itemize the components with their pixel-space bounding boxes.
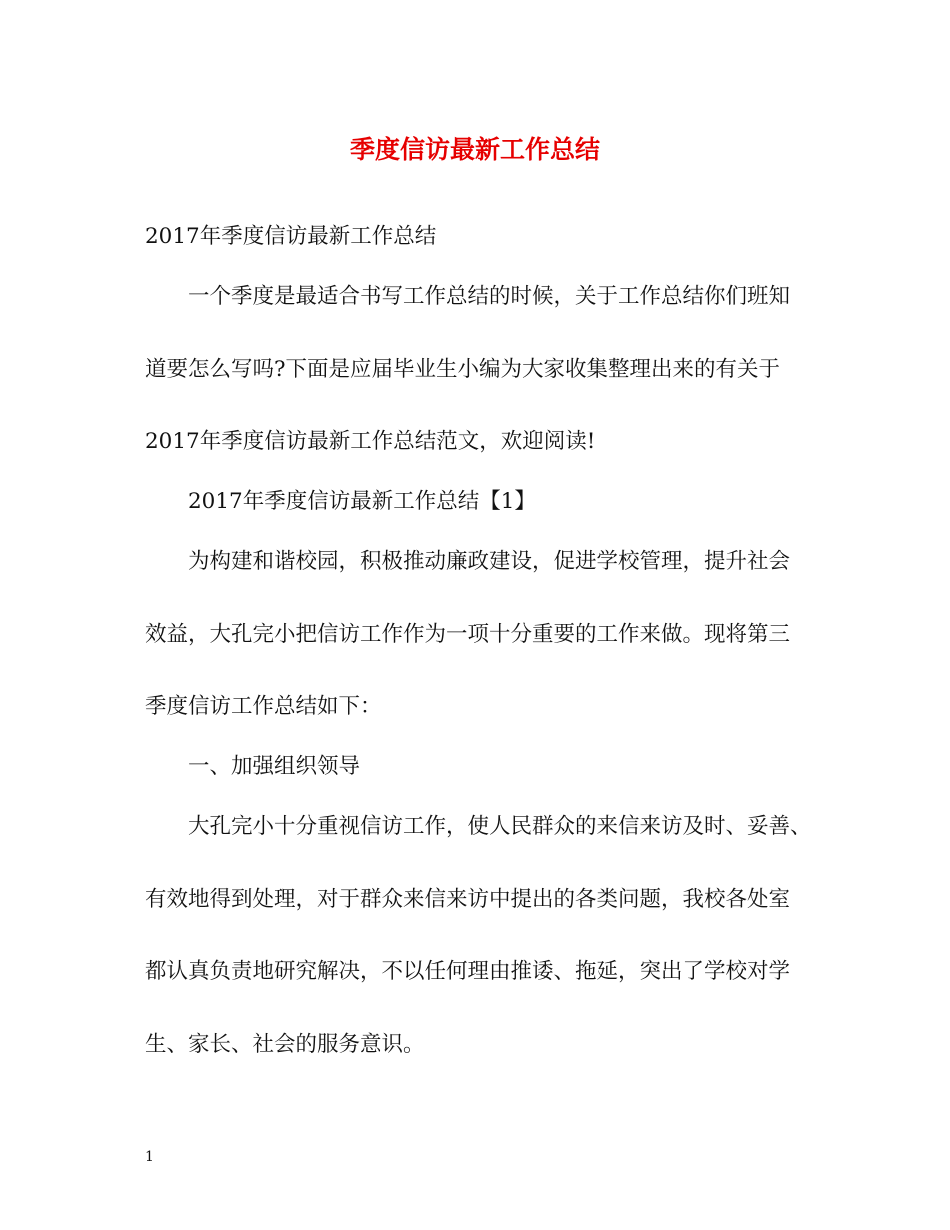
page-number: 1 [145,1149,154,1165]
paragraph-line: 2017年季度信访最新工作总结范文，欢迎阅读! [145,429,596,454]
section-heading: 2017年季度信访最新工作总结【1】 [188,489,536,514]
section-heading: 一、加强组织领导 [188,754,361,779]
paragraph-line: 大孔完小十分重视信访工作，使人民群众的来信来访及时、妥善、 [188,814,812,839]
paragraph-line: 一个季度是最适合书写工作总结的时候，关于工作总结你们班知 [188,284,791,309]
paragraph-line: 道要怎么写吗?下面是应届毕业生小编为大家收集整理出来的有关于 [145,357,781,382]
paragraph-line: 有效地得到处理，对于群众来信来访中提出的各类问题，我校各处室 [145,887,791,912]
paragraph-line: 生、家长、社会的服务意识。 [145,1032,425,1057]
paragraph-line: 效益，大孔完小把信访工作作为一项十分重要的工作来做。现将第三 [145,622,791,647]
document-title: 季度信访最新工作总结 [349,135,600,164]
paragraph-line: 为构建和谐校园，积极推动廉政建设，促进学校管理，提升社会 [188,549,791,574]
paragraph-line: 都认真负责地研究解决，不以任何理由推诿、拖延，突出了学校对学 [145,959,791,984]
paragraph-line: 2017年季度信访最新工作总结 [145,224,437,249]
paragraph-line: 季度信访工作总结如下： [145,694,382,719]
